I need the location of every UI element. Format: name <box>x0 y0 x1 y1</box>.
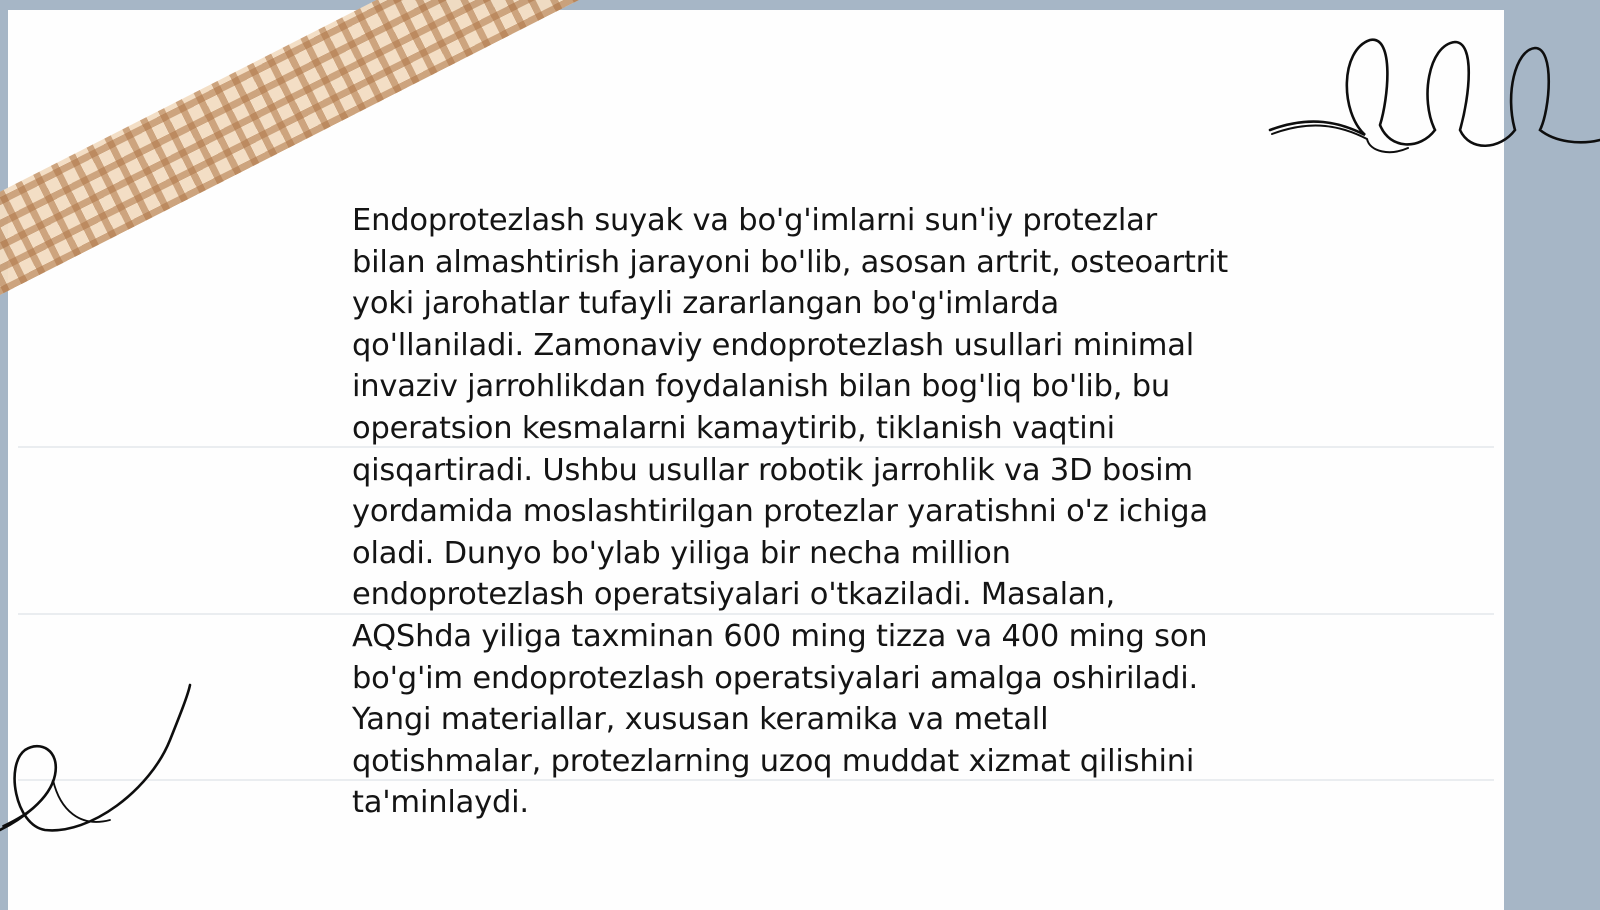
swirl-doodle-icon <box>0 680 200 850</box>
loop-doodle-icon <box>1270 30 1600 170</box>
slide-body-text: Endoprotezlash suyak va bo'g'imlarni sun'iy protezlar bilan almashtirish jarayoni bo'lib, asosan artrit, osteoartrit yoki jarohatlar tufayli zararlangan bo'g'imlarda qo'llaniladi. Zamonaviy endoprotezlash usullari minimal invaziv jarrohlikdan foydalanish bilan bog'liq bo'lib, bu operatsion kesmalarni kamaytirib, tiklanish vaqtini qisqartiradi. Ushbu usullar robotik jarrohlik va 3D bosim yordamida moslashtirilgan protezlar yaratishni o'z ichiga oladi. Dunyo bo'ylab yiliga bir necha million endoprotezlash operatsiyalari o'tkaziladi. Masalan, AQShda yiliga taxminan 600 ming tizza va 400 ming son bo'g'im endoprotezlash operatsiyalari amalga oshiriladi. Yangi materiallar, xususan keramika va metall qotishmalar, protezlarning uzoq muddat xizmat qilishini ta'minlaydi. <box>352 203 1228 821</box>
